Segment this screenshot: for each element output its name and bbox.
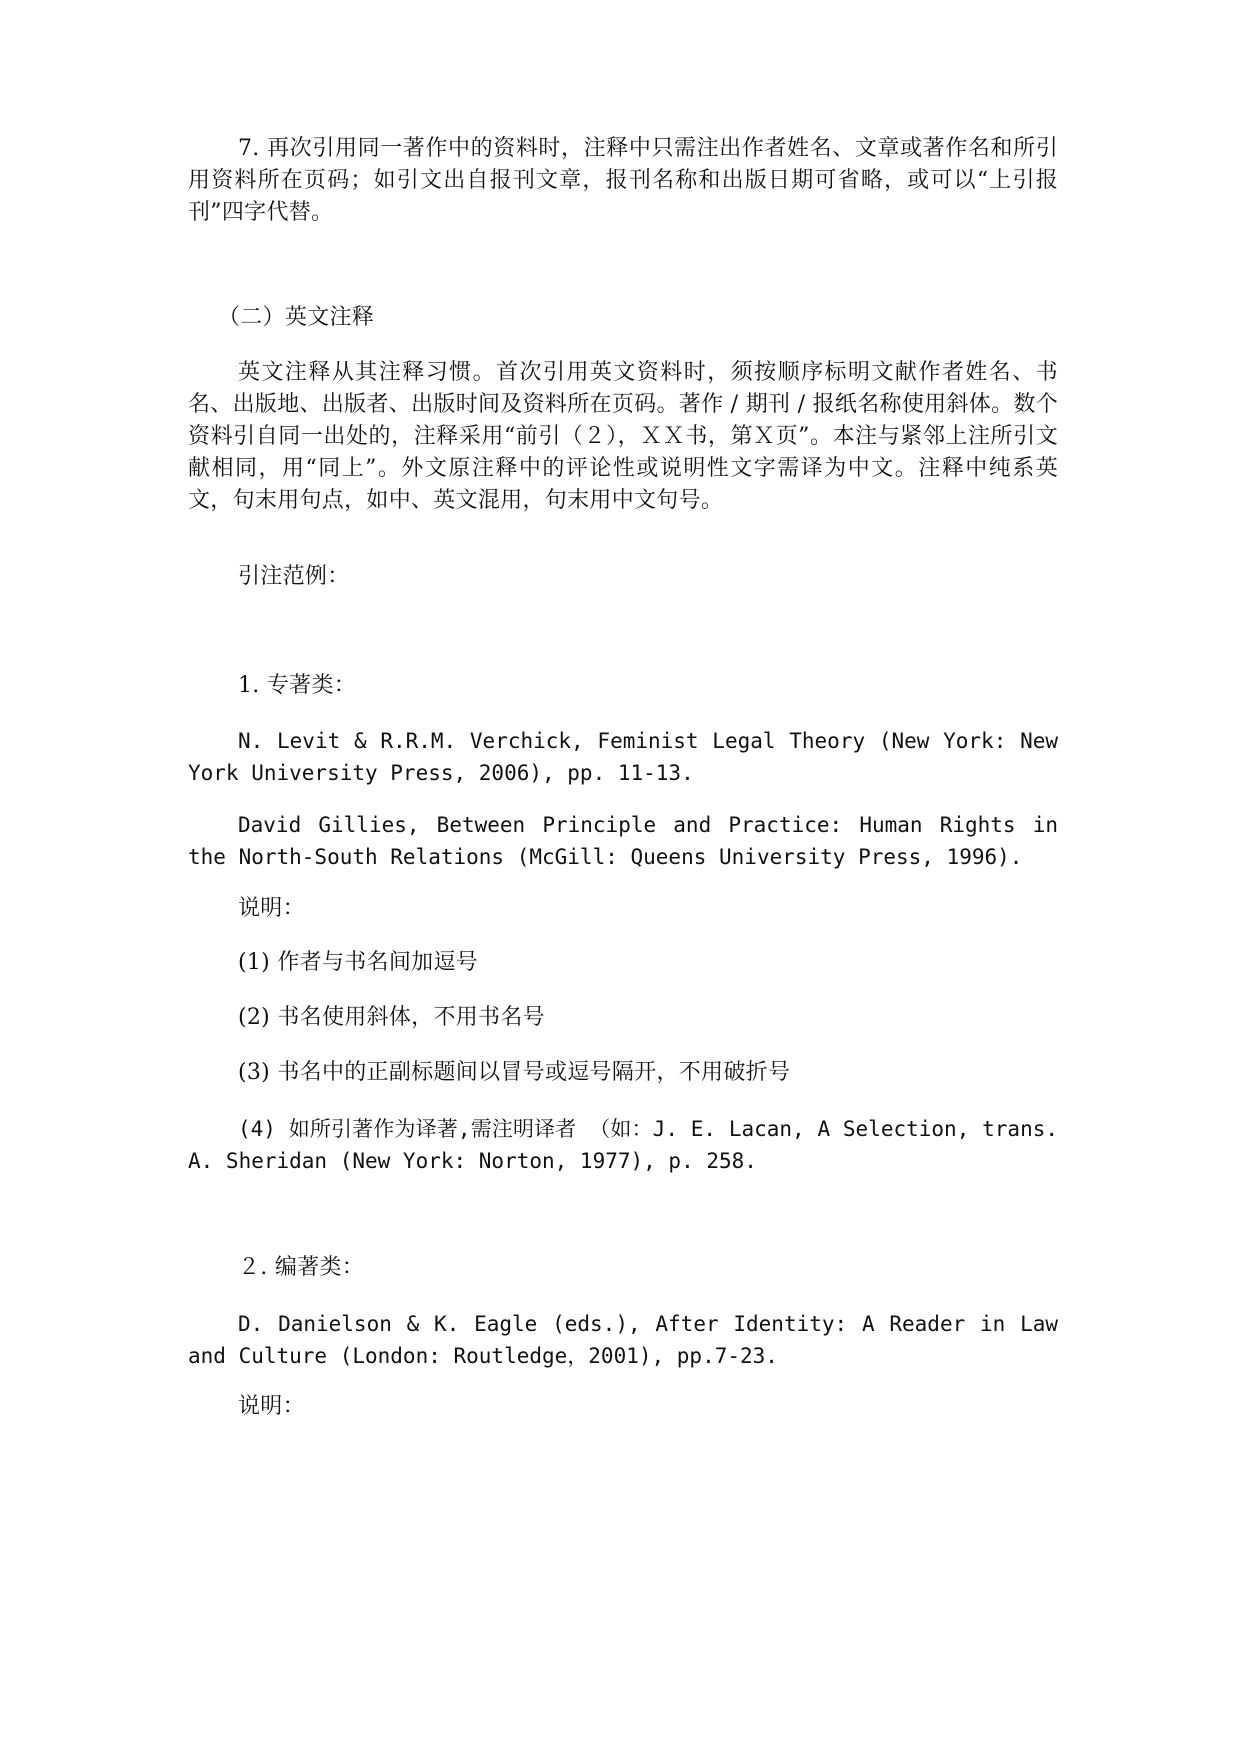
edited-heading: ２. 编著类：	[238, 1255, 365, 1280]
edited-example-1: D. Danielson & K. Eagle (eds.), After Identity: A Reader in Law and Culture (London: Routledge，2001), pp.7-23.	[188, 1312, 1058, 1368]
rule-item-7: 7. 再次引用同一著作中的资料时，注释中只需注出作者姓名、文章或著作名和所引用资料所在页码；如引文出自报刊文章，报刊名称和出版日期可省略，或可以“上引报刊”四字代替。	[188, 136, 1058, 225]
monograph-heading: 1. 专著类：	[238, 673, 357, 698]
note-item-2: (2) 书名使用斜体，不用书名号	[238, 1005, 545, 1030]
note-item-4: (4) 如所引著作为译著,需注明译者 （如：J. E. Lacan, A Selection, trans. A. Sheridan (New York: Norton, 1977), p. 258.	[188, 1117, 1058, 1173]
note-label-2: 说明：	[238, 1394, 305, 1419]
note-item-3: (3) 书名中的正副标题间以冒号或逗号隔开，不用破折号	[238, 1060, 791, 1085]
english-notes-rules: 英文注释从其注释习惯。首次引用英文资料时，须按顺序标明文献作者姓名、书名、出版地、出版者、出版时间及资料所在页码。著作 / 期刊 / 报纸名称使用斜体。数个资料引自同一出处的，注释采用“前引（２），ＸＸ书，第Ｘ页”。本注与紧邻上注所引文献相同，用“同上”。外文原注释中的评论性或说明性文字需译为中文。注释中纯系英文，句末用句点，如中、英文混用，句末用中文句号。	[188, 360, 1058, 513]
note-label-1: 说明：	[238, 896, 305, 921]
section-heading-english-notes: （二）英文注释	[218, 305, 375, 330]
examples-label: 引注范例：	[238, 564, 350, 589]
note-item-1: (1) 作者与书名间加逗号	[238, 950, 479, 975]
monograph-example-2: David Gillies, Between Principle and Practice: Human Rights in the North-South Relations (McGill: Queens University Press, 1996).	[188, 813, 1058, 869]
monograph-example-1: N. Levit & R.R.M. Verchick, Feminist Legal Theory (New York: New York University Press, 2006), pp. 11-13.	[188, 729, 1058, 785]
